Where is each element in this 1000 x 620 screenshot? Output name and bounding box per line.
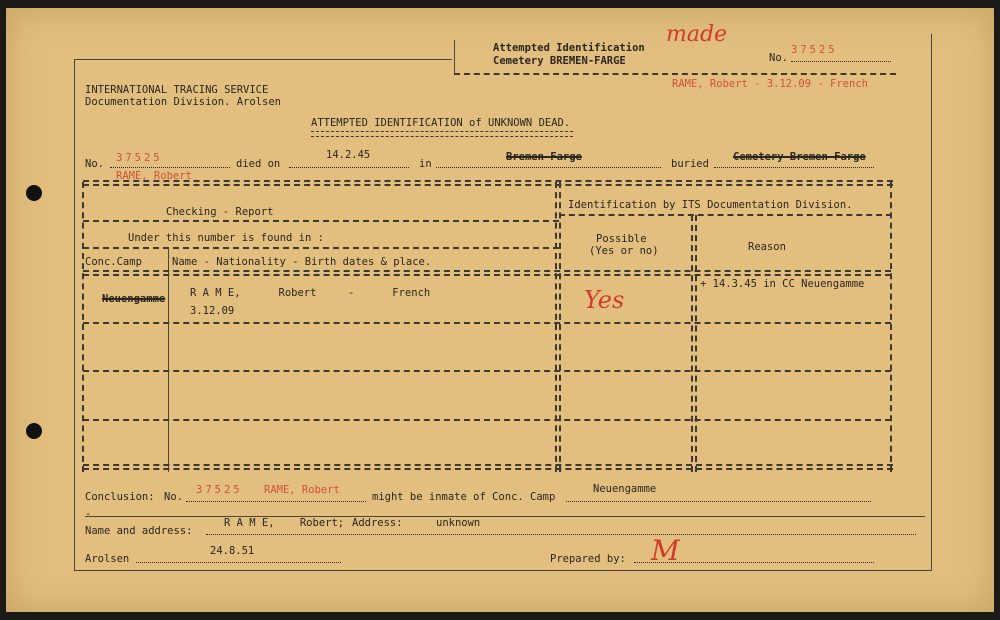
header-box-bottom	[454, 73, 896, 75]
table-divider-reason-2	[695, 215, 697, 472]
table-top-border	[83, 180, 893, 182]
record-no-value: 37525	[116, 152, 163, 164]
in-label: in	[419, 158, 432, 170]
record-no-label: No.	[85, 158, 104, 170]
form-title-underline	[311, 131, 573, 137]
col-name-header: Name - Nationality - Birth dates & place.	[172, 256, 432, 268]
name-address-dots	[206, 534, 916, 535]
frame-left-line	[74, 59, 75, 571]
table-header-rule-1	[83, 220, 559, 222]
footer-date-dots	[136, 562, 341, 563]
header-no-label: No.	[769, 52, 788, 64]
frame-bottom-line	[74, 570, 932, 571]
conclusion-camp: Neuengamme	[593, 483, 657, 495]
table-header-bottom	[83, 270, 891, 272]
punch-hole-bottom	[26, 423, 42, 439]
name-address-name: R A M E, Robert;	[224, 517, 345, 529]
table-divider-main	[555, 182, 557, 472]
made-handwritten-stamp: made	[666, 22, 728, 47]
table-row-line-3	[83, 419, 891, 421]
prepared-by-initials: M	[651, 534, 680, 567]
prepared-by-label: Prepared by:	[550, 553, 626, 565]
place-value: Bremen-Farge	[506, 151, 582, 163]
under-number-text: Under this number is found in :	[128, 232, 324, 244]
address-label: Address:	[352, 517, 403, 529]
form-title: ATTEMPTED IDENTIFICATION of UNKNOWN DEAD.	[311, 117, 571, 129]
table-header-rule-2	[83, 247, 559, 249]
table-row-line-1	[83, 322, 891, 324]
table-divider-reason	[691, 215, 693, 472]
conclusion-dash: -	[85, 508, 92, 520]
buried-value: Cemetery Bremen-Farge	[733, 151, 866, 163]
conclusion-inmate-text: might be inmate of Conc. Camp	[372, 491, 556, 503]
identification-header: Identification by ITS Documentation Division.	[568, 199, 853, 211]
table-header-rule-right	[559, 214, 892, 216]
document-card	[6, 8, 994, 612]
agency-line1: INTERNATIONAL TRACING SERVICE	[85, 84, 269, 96]
conclusion-name: RAME, Robert	[264, 484, 340, 496]
conclusion-no-dots	[186, 501, 366, 502]
died-dots	[289, 167, 409, 168]
row1-reason: + 14.3.45 in CC Neuengamme	[700, 278, 865, 290]
checking-report-header: Checking - Report	[166, 206, 274, 218]
frame-right-line	[931, 34, 932, 571]
record-name-under: RAME, Robert	[116, 170, 192, 182]
reason-header: Reason	[748, 241, 786, 253]
header-no-dots	[791, 61, 891, 62]
header-box-line1: Attempted Identification	[493, 42, 645, 54]
conclusion-no-label: No.	[164, 491, 183, 503]
conclusion-label: Conclusion:	[85, 491, 155, 503]
died-value: 14.2.45	[326, 149, 371, 161]
conclusion-camp-dots	[566, 501, 871, 502]
table-bottom-border-2	[83, 468, 893, 470]
name-address-label: Name and address:	[85, 525, 193, 537]
table-divider-main-2	[559, 182, 561, 472]
table-bottom-border	[83, 464, 893, 466]
footer-date: 24.8.51	[210, 545, 255, 557]
col-camp-header: Conc.Camp	[85, 256, 142, 268]
footer-place: Arolsen	[85, 553, 130, 565]
table-header-bottom-2	[83, 274, 891, 276]
row1-name-line2: 3.12.09	[190, 305, 235, 317]
header-box-line2: Cemetery BREMEN-FARGE	[493, 55, 626, 67]
conclusion-rule	[85, 516, 925, 517]
table-top-border-2	[83, 184, 893, 186]
header-box-left	[454, 40, 455, 74]
header-person-line: RAME, Robert - 3.12.09 - French	[672, 78, 868, 90]
table-right-border	[890, 182, 892, 472]
row1-camp: Neuengamme	[102, 293, 166, 305]
record-no-dots	[110, 167, 230, 168]
conclusion-no-value: 37525	[196, 484, 243, 496]
table-row-line-2	[83, 370, 891, 372]
row1-name-line1: R A M E, Robert - French	[190, 287, 431, 299]
punch-hole-top	[26, 185, 42, 201]
agency-line2: Documentation Division. Arolsen	[85, 96, 281, 108]
table-divider-camp	[168, 247, 169, 472]
place-dots	[436, 167, 661, 168]
buried-label: buried	[671, 158, 709, 170]
header-no-value: 37525	[791, 44, 838, 56]
row1-possible-yes: Yes	[584, 286, 625, 314]
possible-subheader: (Yes or no)	[589, 245, 659, 257]
died-label: died on	[236, 158, 281, 170]
table-left-border	[82, 182, 84, 472]
buried-dots	[714, 167, 874, 168]
address-value: unknown	[436, 517, 481, 529]
possible-header: Possible	[596, 233, 647, 245]
frame-top-line	[74, 59, 452, 60]
